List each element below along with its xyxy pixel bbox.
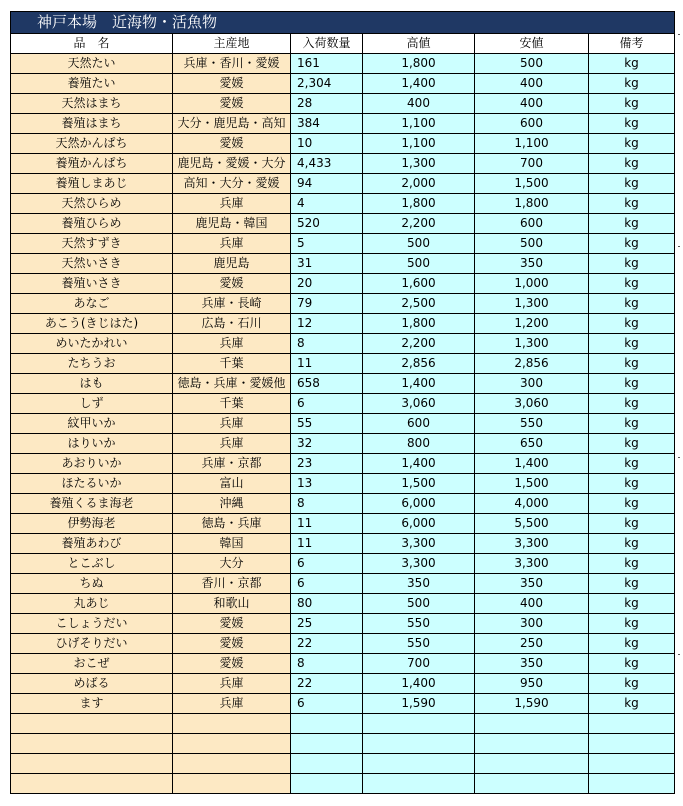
cell-origin: 兵庫・京都 [173, 454, 291, 474]
table-row [11, 454, 675, 474]
header-qty: 入荷数量 [291, 34, 363, 54]
cell-name: 天然いさき [11, 254, 173, 274]
cell-origin-empty [173, 734, 291, 754]
table-row [11, 294, 675, 314]
cell-unit: kg [589, 394, 675, 414]
cell-low: 500 [475, 54, 589, 74]
table-row [11, 174, 675, 194]
cell-high: 2,856 [363, 354, 475, 374]
table-row [11, 74, 675, 94]
cell-qty: 20 [291, 274, 363, 294]
cell-unit: kg [589, 114, 675, 134]
cell-origin: 広島・石川 [173, 314, 291, 334]
cell-low: 5,500 [475, 514, 589, 534]
cell-low: 1,500 [475, 474, 589, 494]
cell-unit: kg [589, 414, 675, 434]
cell-high: 6,000 [363, 514, 475, 534]
cell-low: 650 [475, 434, 589, 454]
cell-origin: 愛媛 [173, 74, 291, 94]
cell-name: ちぬ [11, 574, 173, 594]
cell-high: 500 [363, 234, 475, 254]
cell-name: 天然すずき [11, 234, 173, 254]
cell-unit: kg [589, 254, 675, 274]
table-row [11, 614, 675, 634]
cell-unit: kg [589, 574, 675, 594]
cell-qty: 6 [291, 554, 363, 574]
cell-low: 1,400 [475, 454, 589, 474]
table-row [11, 194, 675, 214]
cell-qty: 11 [291, 354, 363, 374]
cell-name: ひげそりだい [11, 634, 173, 654]
table-row [11, 314, 675, 334]
cell-high: 500 [363, 254, 475, 274]
cell-name: 天然たい [11, 54, 173, 74]
cell-name: 養殖かんぱち [11, 154, 173, 174]
cell-low: 400 [475, 594, 589, 614]
cell-low: 1,300 [475, 334, 589, 354]
cell-unit: kg [589, 334, 675, 354]
cell-name: 養殖はまち [11, 114, 173, 134]
table-row [11, 574, 675, 594]
cell-unit: kg [589, 634, 675, 654]
table-row [11, 594, 675, 614]
table-row [11, 474, 675, 494]
cell-qty: 2,304 [291, 74, 363, 94]
cell-qty: 6 [291, 394, 363, 414]
cell-unit: kg [589, 94, 675, 114]
cell-unit: kg [589, 314, 675, 334]
cell-name-empty [11, 774, 173, 794]
cell-name: おこぜ [11, 654, 173, 674]
price-table-sheet [10, 11, 674, 794]
edge-mark [678, 246, 680, 247]
cell-unit: kg [589, 694, 675, 714]
empty-row [11, 754, 675, 774]
header-high: 高値 [363, 34, 475, 54]
cell-qty: 658 [291, 374, 363, 394]
table-row [11, 514, 675, 534]
cell-name-empty [11, 714, 173, 734]
cell-name: 天然はまち [11, 94, 173, 114]
cell-unit-empty [589, 714, 675, 734]
table-row [11, 274, 675, 294]
cell-low: 400 [475, 94, 589, 114]
cell-origin: 兵庫・香川・愛媛 [173, 54, 291, 74]
cell-qty: 28 [291, 94, 363, 114]
cell-low: 300 [475, 374, 589, 394]
cell-unit: kg [589, 534, 675, 554]
cell-origin: 韓国 [173, 534, 291, 554]
cell-origin: 鹿児島・愛媛・大分 [173, 154, 291, 174]
table-row [11, 94, 675, 114]
cell-high-empty [363, 714, 475, 734]
table-row [11, 374, 675, 394]
cell-origin: 徳島・兵庫 [173, 514, 291, 534]
cell-high: 3,060 [363, 394, 475, 414]
cell-low: 2,856 [475, 354, 589, 374]
cell-high: 2,500 [363, 294, 475, 314]
cell-low: 250 [475, 634, 589, 654]
cell-unit: kg [589, 234, 675, 254]
cell-qty-empty [291, 734, 363, 754]
cell-unit: kg [589, 294, 675, 314]
empty-row [11, 714, 675, 734]
cell-origin: 兵庫 [173, 334, 291, 354]
cell-qty-empty [291, 774, 363, 794]
cell-high: 1,800 [363, 54, 475, 74]
cell-origin: 徳島・兵庫・愛媛他 [173, 374, 291, 394]
cell-name: 養殖あわび [11, 534, 173, 554]
cell-unit: kg [589, 374, 675, 394]
cell-low: 400 [475, 74, 589, 94]
edge-mark [678, 34, 680, 35]
cell-low: 950 [475, 674, 589, 694]
header-row [11, 34, 675, 54]
cell-unit-empty [589, 734, 675, 754]
cell-high: 1,600 [363, 274, 475, 294]
cell-name: あなご [11, 294, 173, 314]
cell-low: 1,300 [475, 294, 589, 314]
cell-high: 3,300 [363, 534, 475, 554]
cell-low: 350 [475, 574, 589, 594]
table-row [11, 354, 675, 374]
table-row [11, 394, 675, 414]
cell-low: 500 [475, 234, 589, 254]
cell-unit: kg [589, 674, 675, 694]
table-row [11, 334, 675, 354]
cell-name: 伊勢海老 [11, 514, 173, 534]
cell-origin: 鹿児島 [173, 254, 291, 274]
cell-qty: 25 [291, 614, 363, 634]
cell-qty: 8 [291, 494, 363, 514]
cell-high: 2,000 [363, 174, 475, 194]
cell-origin: 香川・京都 [173, 574, 291, 594]
cell-unit: kg [589, 174, 675, 194]
cell-name-empty [11, 754, 173, 774]
cell-high: 550 [363, 614, 475, 634]
cell-unit: kg [589, 494, 675, 514]
cell-high: 1,800 [363, 314, 475, 334]
cell-qty: 12 [291, 314, 363, 334]
cell-low-empty [475, 734, 589, 754]
cell-high: 2,200 [363, 214, 475, 234]
cell-low: 1,000 [475, 274, 589, 294]
price-table-body [11, 12, 675, 794]
cell-low: 1,590 [475, 694, 589, 714]
cell-name: ほたるいか [11, 474, 173, 494]
cell-qty: 13 [291, 474, 363, 494]
cell-low-empty [475, 774, 589, 794]
cell-origin: 和歌山 [173, 594, 291, 614]
cell-unit: kg [589, 134, 675, 154]
table-row [11, 554, 675, 574]
cell-origin: 兵庫 [173, 234, 291, 254]
cell-name-empty [11, 734, 173, 754]
cell-unit: kg [589, 214, 675, 234]
cell-low: 550 [475, 414, 589, 434]
cell-unit: kg [589, 454, 675, 474]
table-row [11, 414, 675, 434]
cell-origin-empty [173, 754, 291, 774]
cell-low-empty [475, 754, 589, 774]
cell-qty: 6 [291, 694, 363, 714]
cell-unit: kg [589, 514, 675, 534]
cell-name: ます [11, 694, 173, 714]
table-row [11, 634, 675, 654]
cell-origin: 大分・鹿児島・高知 [173, 114, 291, 134]
cell-high: 400 [363, 94, 475, 114]
cell-qty: 8 [291, 654, 363, 674]
cell-low: 1,800 [475, 194, 589, 214]
cell-unit: kg [589, 474, 675, 494]
cell-origin: 大分 [173, 554, 291, 574]
cell-high: 1,800 [363, 194, 475, 214]
cell-origin: 兵庫 [173, 414, 291, 434]
cell-name: 天然ひらめ [11, 194, 173, 214]
cell-origin-empty [173, 714, 291, 734]
cell-high: 600 [363, 414, 475, 434]
cell-origin: 兵庫 [173, 694, 291, 714]
table-row [11, 234, 675, 254]
cell-name: しず [11, 394, 173, 414]
cell-name: とこぶし [11, 554, 173, 574]
cell-qty: 23 [291, 454, 363, 474]
cell-high: 6,000 [363, 494, 475, 514]
cell-high: 1,100 [363, 114, 475, 134]
cell-unit: kg [589, 194, 675, 214]
cell-qty: 11 [291, 514, 363, 534]
cell-name: 丸あじ [11, 594, 173, 614]
cell-qty: 32 [291, 434, 363, 454]
table-row [11, 654, 675, 674]
cell-high: 350 [363, 574, 475, 594]
cell-low: 350 [475, 254, 589, 274]
cell-origin: 兵庫 [173, 194, 291, 214]
cell-unit-empty [589, 774, 675, 794]
cell-low: 600 [475, 214, 589, 234]
header-note: 備考 [589, 34, 675, 54]
cell-origin: 愛媛 [173, 654, 291, 674]
cell-qty: 79 [291, 294, 363, 314]
cell-high: 1,100 [363, 134, 475, 154]
cell-low: 3,300 [475, 534, 589, 554]
cell-high: 1,500 [363, 474, 475, 494]
cell-low: 350 [475, 654, 589, 674]
cell-unit: kg [589, 274, 675, 294]
empty-row [11, 774, 675, 794]
cell-origin-empty [173, 774, 291, 794]
cell-unit: kg [589, 154, 675, 174]
cell-qty: 4 [291, 194, 363, 214]
edge-mark [678, 457, 680, 458]
cell-unit: kg [589, 614, 675, 634]
header-low: 安値 [475, 34, 589, 54]
header-origin: 主産地 [173, 34, 291, 54]
cell-unit: kg [589, 434, 675, 454]
table-row [11, 214, 675, 234]
cell-qty: 5 [291, 234, 363, 254]
cell-low: 3,060 [475, 394, 589, 414]
cell-high-empty [363, 754, 475, 774]
cell-unit: kg [589, 354, 675, 374]
cell-unit: kg [589, 554, 675, 574]
cell-qty-empty [291, 754, 363, 774]
cell-low: 1,100 [475, 134, 589, 154]
table-row [11, 254, 675, 274]
cell-high: 1,400 [363, 674, 475, 694]
cell-unit: kg [589, 594, 675, 614]
cell-origin: 兵庫 [173, 674, 291, 694]
cell-high: 2,200 [363, 334, 475, 354]
cell-origin: 愛媛 [173, 274, 291, 294]
table-row [11, 694, 675, 714]
header-name: 品 名 [11, 34, 173, 54]
cell-unit: kg [589, 74, 675, 94]
cell-name: めいたかれい [11, 334, 173, 354]
cell-qty: 80 [291, 594, 363, 614]
cell-qty: 384 [291, 114, 363, 134]
cell-name: 養殖たい [11, 74, 173, 94]
cell-origin: 千葉 [173, 354, 291, 374]
cell-high: 700 [363, 654, 475, 674]
cell-name: 天然かんぱち [11, 134, 173, 154]
cell-origin: 愛媛 [173, 614, 291, 634]
cell-name: こしょうだい [11, 614, 173, 634]
table-row [11, 494, 675, 514]
cell-qty: 22 [291, 674, 363, 694]
cell-origin: 千葉 [173, 394, 291, 414]
cell-origin: 愛媛 [173, 94, 291, 114]
cell-name: あおりいか [11, 454, 173, 474]
cell-low: 1,200 [475, 314, 589, 334]
cell-high: 1,400 [363, 74, 475, 94]
cell-name: 養殖いさき [11, 274, 173, 294]
cell-qty: 94 [291, 174, 363, 194]
cell-high: 500 [363, 594, 475, 614]
cell-high: 1,590 [363, 694, 475, 714]
title-row [11, 12, 675, 34]
cell-unit-empty [589, 754, 675, 774]
cell-qty: 31 [291, 254, 363, 274]
cell-qty: 10 [291, 134, 363, 154]
empty-row [11, 734, 675, 754]
cell-qty: 8 [291, 334, 363, 354]
cell-unit: kg [589, 654, 675, 674]
cell-origin: 兵庫 [173, 434, 291, 454]
sheet-title: 神戸本場 近海物・活魚物 [11, 12, 675, 34]
cell-low: 1,500 [475, 174, 589, 194]
cell-high-empty [363, 774, 475, 794]
cell-qty-empty [291, 714, 363, 734]
cell-high: 800 [363, 434, 475, 454]
cell-origin: 愛媛 [173, 134, 291, 154]
cell-name: はも [11, 374, 173, 394]
cell-name: たちうお [11, 354, 173, 374]
cell-high: 550 [363, 634, 475, 654]
cell-high: 3,300 [363, 554, 475, 574]
cell-low: 3,300 [475, 554, 589, 574]
table-row [11, 534, 675, 554]
cell-qty: 22 [291, 634, 363, 654]
cell-low: 300 [475, 614, 589, 634]
cell-high: 1,300 [363, 154, 475, 174]
cell-high: 1,400 [363, 374, 475, 394]
cell-qty: 161 [291, 54, 363, 74]
cell-name: 紋甲いか [11, 414, 173, 434]
table-row [11, 54, 675, 74]
cell-name: 養殖ひらめ [11, 214, 173, 234]
cell-qty: 11 [291, 534, 363, 554]
cell-name: 養殖しまあじ [11, 174, 173, 194]
cell-name: あこう(きじはた) [11, 314, 173, 334]
cell-high-empty [363, 734, 475, 754]
table-row [11, 674, 675, 694]
cell-name: 養殖くるま海老 [11, 494, 173, 514]
cell-high: 1,400 [363, 454, 475, 474]
table-row [11, 134, 675, 154]
cell-origin: 愛媛 [173, 634, 291, 654]
cell-origin: 富山 [173, 474, 291, 494]
table-row [11, 154, 675, 174]
cell-name: はりいか [11, 434, 173, 454]
cell-qty: 520 [291, 214, 363, 234]
cell-qty: 6 [291, 574, 363, 594]
price-table [10, 11, 675, 794]
cell-low-empty [475, 714, 589, 734]
cell-qty: 4,433 [291, 154, 363, 174]
cell-origin: 高知・大分・愛媛 [173, 174, 291, 194]
edge-mark [678, 654, 680, 655]
cell-origin: 兵庫・長崎 [173, 294, 291, 314]
cell-qty: 55 [291, 414, 363, 434]
cell-name: めばる [11, 674, 173, 694]
cell-low: 700 [475, 154, 589, 174]
cell-low: 4,000 [475, 494, 589, 514]
cell-unit: kg [589, 54, 675, 74]
cell-origin: 鹿児島・韓国 [173, 214, 291, 234]
table-row [11, 434, 675, 454]
cell-origin: 沖縄 [173, 494, 291, 514]
cell-low: 600 [475, 114, 589, 134]
table-row [11, 114, 675, 134]
